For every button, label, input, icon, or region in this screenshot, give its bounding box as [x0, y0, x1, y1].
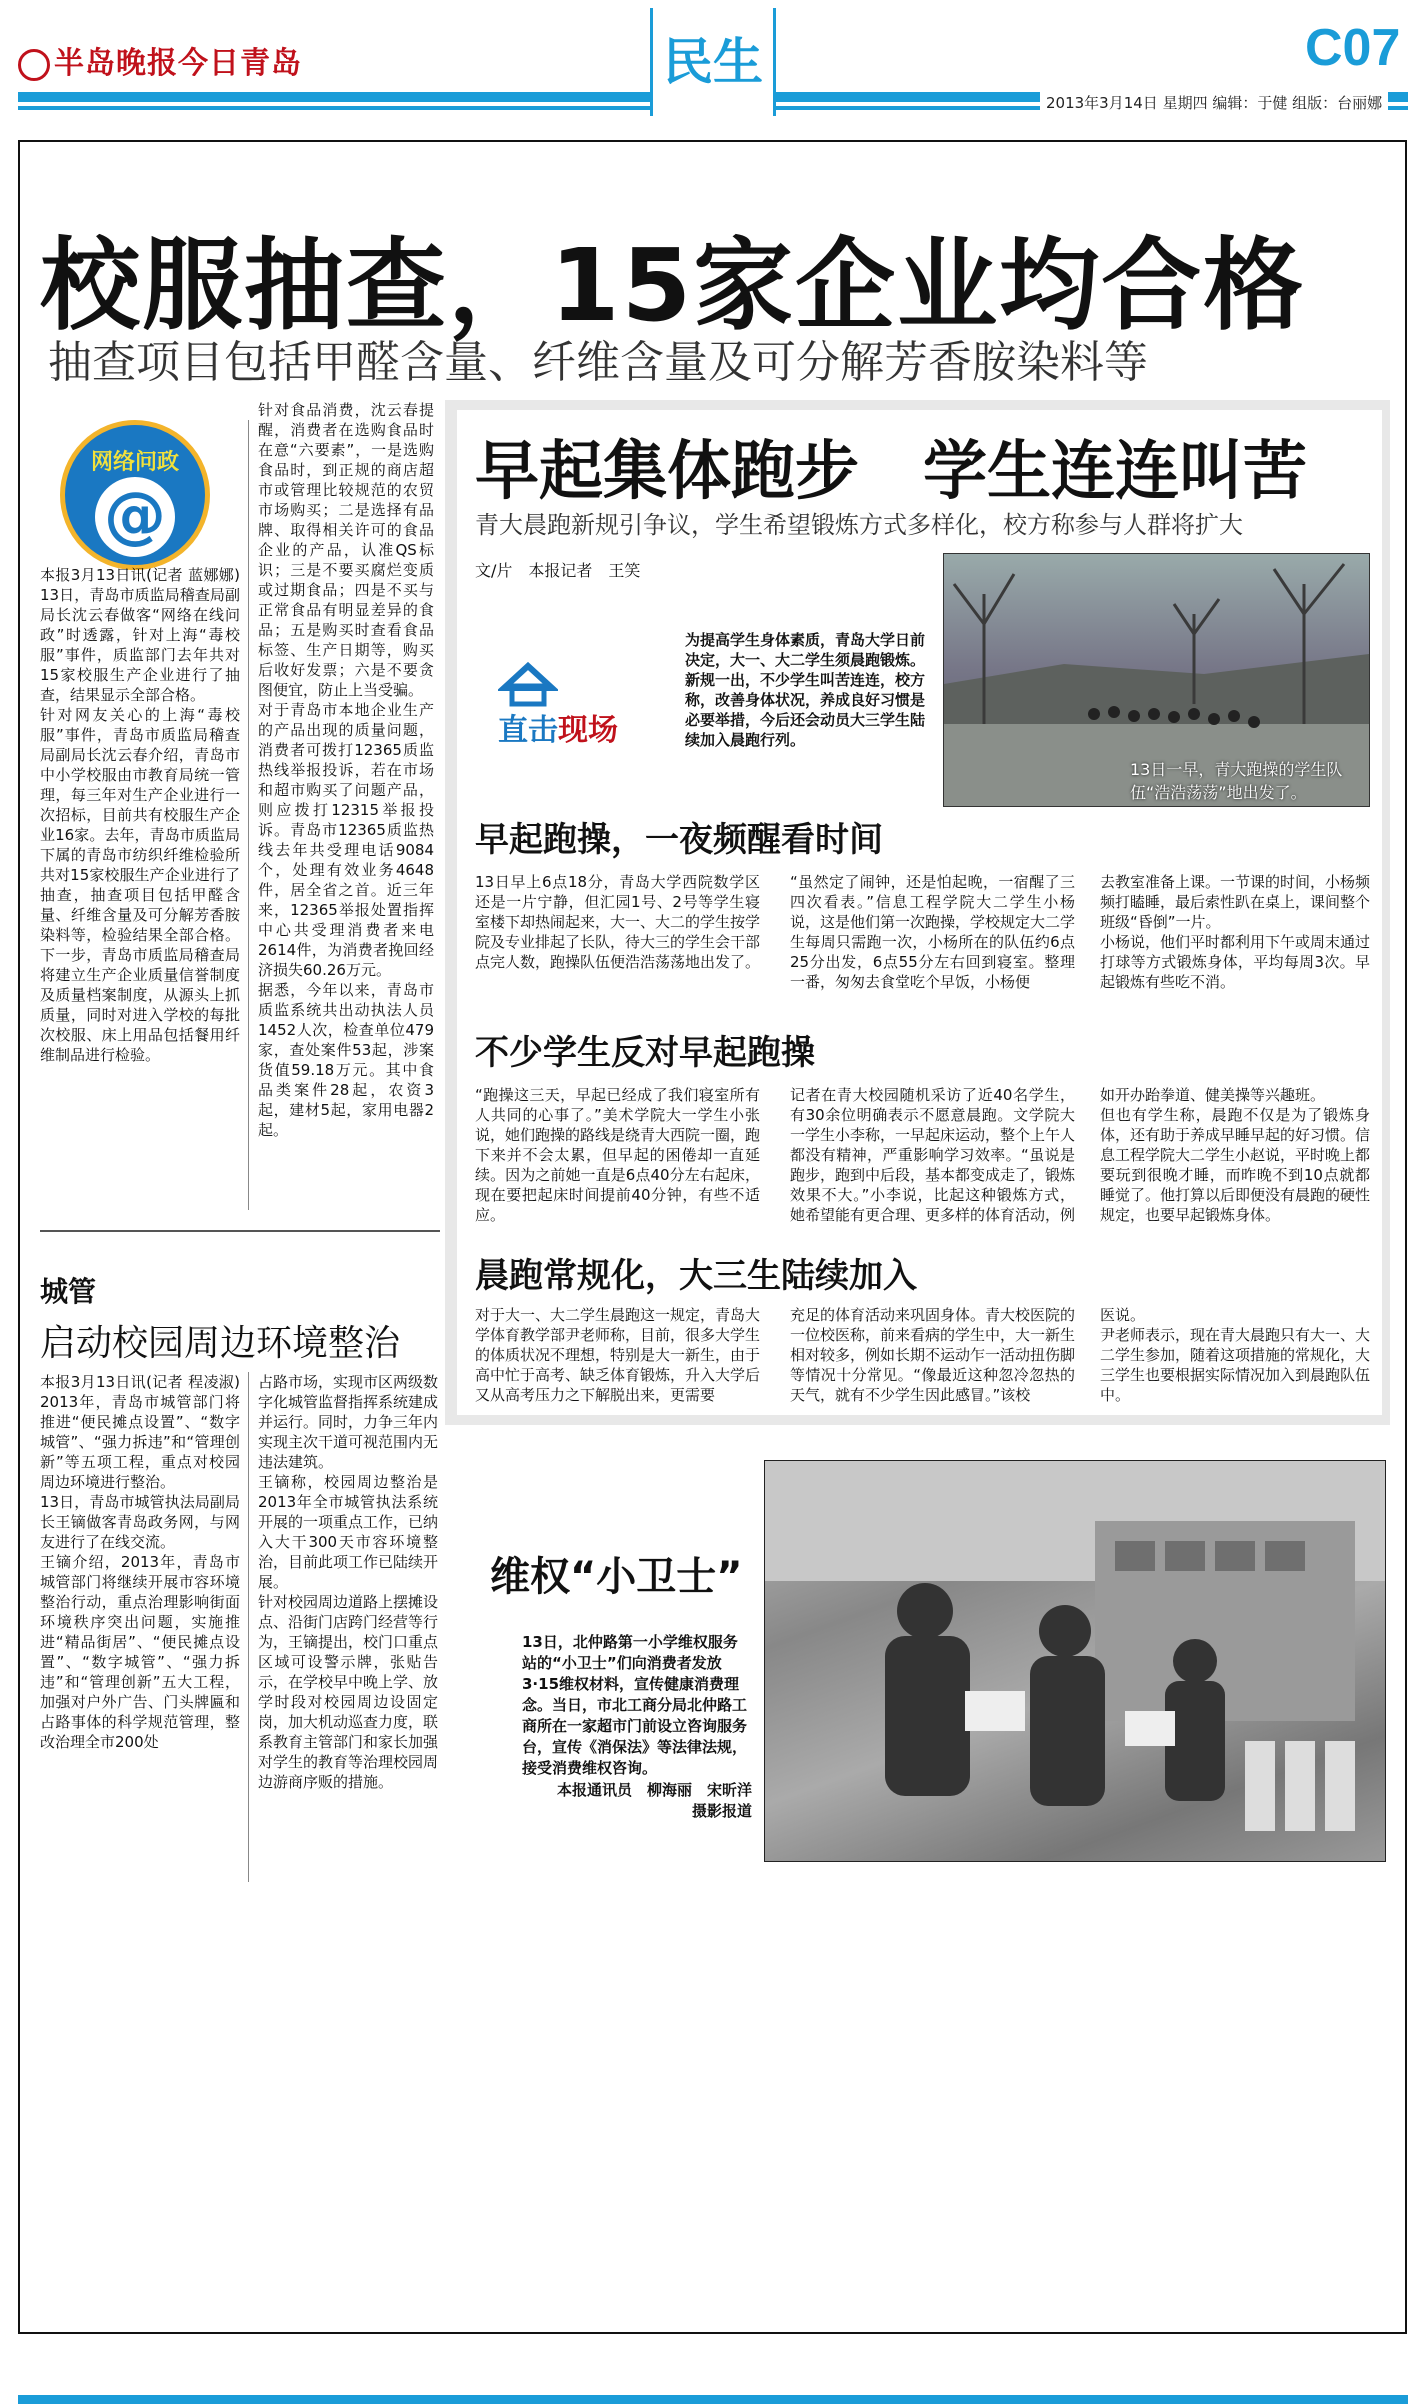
city-article-col2: 占路市场，实现市区两级数字化城管监督指挥系统建成并运行。同时，力争三年内实现主次干道可视范围内无违法建筑。 王镝称，校园周边整治是2013年全市城管执法系统开展的一项重点工作，已纳入大干300天市容环境整治，目前此项工作已陆续开展。 针对校园周边道路上摆摊设点、沿街门店跨门经营等行为，王镝提出，校门口重点区域可设警示牌，张贴告示，在学校早中晚上学、放学时段对校园周边设固定岗，加大机动巡查力度，联系教育主管部门和家长加强对学生的教育等治理校园周边游商序贩的措施。 — [258, 1373, 438, 1791]
side-story-byline: 文/片 本报记者 王笑 — [475, 561, 641, 580]
scene-label-a: 直击 — [498, 713, 558, 748]
section-heading: 早起跑操，一夜频醒看时间 — [475, 820, 883, 860]
article-separator — [40, 1230, 440, 1232]
date-line: 2013年3月14日 星期四 编辑：于健 组版：台丽娜 — [1040, 92, 1388, 113]
photo-story-title: 维权“小卫士” — [490, 1554, 743, 1600]
network-politics-icon — [60, 420, 210, 570]
section-heading: 不少学生反对早起跑操 — [475, 1033, 815, 1073]
photo-story-text: 13日，北仲路第一小学维权服务站的“小卫士”们向消费者发放3·15维权材料，宣传健康消费理念。当日，市北工商分局北仲路工商所在一家超市门前设立咨询服务台，宣传《消保法》等法律法规，接受消费维权咨询。 — [522, 1633, 748, 1777]
main-subheadline: 抽查项目包括甲醛含量、纤维含量及可分解芳香胺染料等 — [48, 337, 1148, 388]
newspaper-logo — [18, 38, 302, 82]
live-scene-icon — [498, 660, 648, 750]
main-headline: 校服抽查，15家企业均合格 — [40, 227, 1306, 344]
column-divider — [248, 1372, 249, 1882]
section-text: “虽然定了闹钟，还是怕起晚，一宿醒了三四次看表。”信息工程学院大二学生小杨说，这是他们第一次跑操，学校规定大二学生每周只需跑一次，小杨所在的队伍约6点25分出发，6点55分左右回到寝室。整理一番，匆匆去食堂吃个早饭，小杨便 — [790, 873, 1076, 991]
section-text: 对于大一、大二学生晨跑这一规定，青岛大学体育教学部尹老师称，目前，很多大学生的体质状况不理想，特别是大一新生，由于高中忙于高考、缺乏体育锻炼，升入大学后又从高考压力之下解脱出来，更需要 — [475, 1306, 761, 1404]
logo-text: 半岛晚报今日青岛 — [54, 46, 302, 81]
scene-label-b: 现场 — [558, 713, 618, 748]
section-tab: 民生 — [650, 8, 776, 116]
side-story-title: 早起集体跑步 学生连连叫苦 — [475, 435, 1307, 509]
logo-circle-icon — [18, 49, 50, 81]
supermarket-photo — [764, 1460, 1386, 1862]
city-article-title: 启动校园周边环境整治 — [40, 1323, 401, 1364]
scene-label — [498, 705, 618, 749]
bottom-rule — [18, 2395, 1408, 2404]
page-number: C07 — [1305, 19, 1401, 77]
side-story-subtitle: 青大晨跑新规引争议，学生希望锻炼方式多样化，校方称参与人群将扩大 — [475, 511, 1243, 539]
at-sign-icon: @ — [95, 477, 175, 557]
main-article-col1: 本报3月13日讯(记者 蓝娜娜) 13日，青岛市质监局稽查局副局长沈云春做客“网络在线问政”时透露，针对上海“毒校服”事件，质监部门去年共对15家校服生产企业进行了抽查，结果显示全部合格。 针对网友关心的上海“毒校服”事件，青岛市质监局稽查局副局长沈云春介绍，青岛市中小学校服由市教育局统一管理，每三年对生产企业进行一次招标，目前共有校服生产企业16家。去年，青岛市质监局下属的青岛市纺织纤维检验所共对15家校服生产企业进行了抽查，抽查项目包括甲醛含量、纤维含量及可分解芳香胺染料等，检验结果全部合格。下一步，青岛市质监局稽查局将建立生产企业质量信誉制度及质量档案制度，从源头上抓质量，同时对进入学校的每批次校服、床上用品包括餐用纤维制品进行检验。 — [40, 566, 240, 1064]
photo-story-credit: 本报通讯员 柳海丽 宋昕洋 摄影报道 — [556, 1781, 752, 1820]
photo-people-icon — [765, 1461, 1385, 1861]
section-text: 如开办跆拳道、健美操等兴趣班。 但也有学生称，晨跑不仅是为了锻炼身体，还有助于养成早睡早起的好习惯。信息工程学院大二学生小赵说，平时晚上都要玩到很晚才睡，而昨晚不到10点就都睡觉了。他打算以后即便没有晨跑的硬性规定，也要早起锻炼身体。 — [1100, 1086, 1371, 1224]
scene-house-icon — [498, 660, 558, 708]
section-text: 医说。 尹老师表示，现在青大晨跑只有大一、大二学生参加，随着这项措施的常规化，大三学生也要根据实际情况加入到晨跑队伍中。 — [1100, 1306, 1371, 1404]
section-text: 记者在青大校园随机采访了近40名学生，有30余位明确表示不愿意晨跑。文学院大一学生小李称，一早起床运动，整个上午人都没有精神，严重影响学习效率。“虽说是跑步，跑到中后段，基本都变成走了，锻炼效果不大。”小李说，比起这种锻炼方式，她希望能有更合理、更多样的体育活动，例 — [790, 1086, 1076, 1224]
network-politics-label: 网络问政 — [90, 450, 179, 475]
section-text: 充足的体育活动来巩固身体。青大校医院的一位校医称，前来看病的学生中，大一新生相对较多，例如长期不运动乍一活动扭伤脚等情况十分常见。“像最近这种忽冷忽热的天气，就有不少学生因此感冒。”该校 — [790, 1306, 1076, 1404]
section-text: 去教室准备上课。一节课的时间，小杨频频打瞌睡，最后索性趴在桌上，课间整个班级“昏倒”一片。 小杨说，他们平时都利用下午或周末通过打球等方式锻炼身体，平均每周3次。早起锻炼有些吃不消。 — [1100, 873, 1371, 991]
section-text: 13日早上6点18分，青岛大学西院数学区还是一片宁静，但汇园1号、2号等学生寝室楼下却热闹起来，大一、大二的学生按学院及专业排起了长队，待大三的学生会干部点完人数，跑操队伍便浩浩荡荡地出发了。 — [475, 873, 761, 971]
side-story-lead: 为提高学生身体素质，青岛大学日前决定，大一、大二学生须晨跑锻炼。新规一出，不少学生叫苦连连，校方称，改善身体状况，养成良好习惯是必要举措，今后还会动员大三学生陆续加入晨跑行列。 — [685, 631, 926, 749]
main-article-col2: 针对食品消费，沈云春提醒，消费者在选购食品时在意“六要素”，一是选购食品时，到正规的商店超市或管理比较规范的农贸市场购买；二是选择有品牌、取得相关许可的食品企业的产品，认准QS标识；三是不要买腐烂变质或过期食品；四是不买与正常食品有明显差异的食品；五是购买时查看食品标签、生产日期等，购买后收好发票；六是不要贪图便宜，防止上当受骗。 对于青岛市本地企业生产的产品出现的质量问题，消费者可拨打12365质监热线举报投诉，若在市场和超市购买了问题产品，则应拨打12315举报投诉。青岛市12365质监热线去年共受理电话9084个，处理有效业务4648件，居全省之首。近三年来，12365举报处置指挥中心共受理消费者来电2614件，为消费者挽回经济损失60.26万元。 据悉，今年以来，青岛市质监系统共出动执法人员1452人次，检查单位479家，查处案件53起，涉案货值59.18万元。其中食品类案件28起，农资3起，建材5起，家用电器2起。 — [258, 401, 434, 1139]
city-article-col1: 本报3月13日讯(记者 程凌淑) 2013年，青岛市城管部门将推进“便民摊点设置”、“数字城管”、“强力拆违”和“管理创新”等五项工程，重点对校园周边环境进行整治。 13日，青岛市城管执法局副局长王镝做客青岛政务网，与网友进行了在线交流。 王镝介绍，2013年，青岛市城管部门将继续开展市容环境整治行动，重点治理影响街面环境秩序突出问题，实施推进“精品街居”、“便民摊点设置”、“数字城管”、“强力拆违”和“管理创新”五大工程，加强对户外广告、门头牌匾和占路事体的科学规范管理，整改治理全市200处 — [40, 1373, 240, 1751]
section-text: “跑操这三天，早起已经成了我们寝室所有人共同的心事了。”美术学院大一学生小张说，她们跑操的路线是绕青大西院一圈，跑下来并不会太累，但早起的困倦却一直延续。因为之前她一直是6点40分左右起床，现在要把起床时间提前40分钟，有些不适应。 — [475, 1086, 761, 1224]
section-heading: 晨跑常规化，大三生陆续加入 — [475, 1256, 917, 1296]
city-section-label: 城管 — [40, 1275, 97, 1308]
column-divider — [248, 420, 249, 1210]
photo-caption: 13日一早，青大跑操的学生队伍“浩浩荡荡”地出发了。 — [1130, 760, 1343, 802]
